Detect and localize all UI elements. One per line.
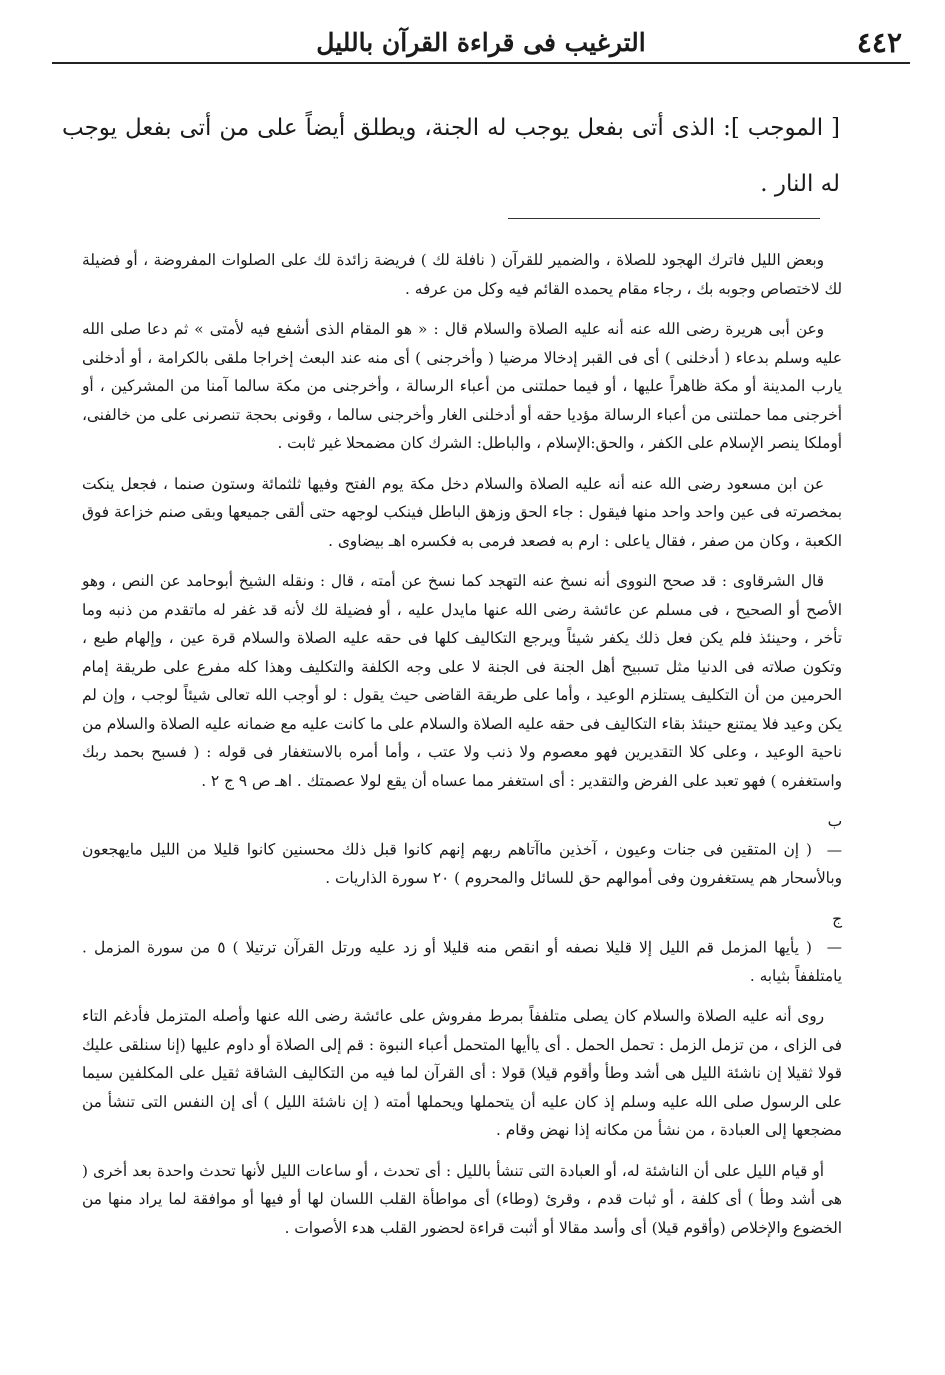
footnote-text: قال الشرقاوى : قد صحح النووى أنه نسخ عنه التهجد كما نسخ عن أمته ، قال : ونقله الشيخ أبوحامد عن النص ، وهو الأصح أو الصحيح ، فى مسلم عن عائشة رضى الله عنها مايدل عليه ، أو فضيلة لك لأنه قد غفر له ماتقدم من ذنبه وما تأخر ، وحينئذ فلم يكن فعل ذلك يكفر شيئاً ويرجع التكاليف كلها فى حقه عليه الصلاة والسلام قرة عين ، وإلهام طبع ، وتكون صلاته فى الدنيا مثل تسبيح أهل الجنة فى الجنة لا على وجه الكلفة والتكليف وهذا كله مفرع على طريقة إمام الحرمين من أن التكليف يستلزم الوعيد ، وأما على طريقة القاضى حيث يقول : لو أوجب الله تعالى شيئاً لوجب ، وإن لم يكن وعيد فلا يمتنع حينئذ بقاء التكاليف فى حقه عليه الصلاة والسلام على ما كانت عليه مع ضمانه عليه الصلاة والسلام من ناحية الوعيد ، وعلى كلا التقديرين فهو معصوم ولا ذنب ولا عتب ، وأما أمره بالاستغفار فى قوله : ( فسبح بحمد ربك واستغفره ) فهو تعبد على الفرض والتقدير : أى استغفر مما عساه أن يقع لولا عصمتك . اهـ ص ٩ ج ٢ . [82, 572, 842, 790]
footnote-text: ( يأيها المزمل قم الليل إلا قليلا نصفه أو انقص منه قليلا أو زد عليه ورتل القرآن ترتيلا ) ٥ من سورة المزمل . يامتلففاً بثيابه . [82, 938, 842, 985]
footnote-paragraph [82, 567, 842, 795]
page-header [52, 24, 910, 64]
footnote-paragraph [82, 246, 842, 303]
footnotes [82, 246, 842, 1254]
running-title: الترغيب فى قراءة القرآن بالليل [316, 28, 646, 57]
footnote-text: عن ابن مسعود رضى الله عنه أنه عليه الصلاة والسلام دخل مكة يوم الفتح وفيها ثلثمائة وستون صنما ، فجعل ينكت بمخصرته فى عين واحد واحد منها فيقول : جاء الحق وزهق الباطل فينكب لوجهه حتى ألقى جميعها وبقى صنم خزاعة فوق الكعبة ، وكان من صفر ، فقال ياعلى : ارم به فصعد فرمى به فكسره اهـ بيضاوى . [82, 474, 842, 550]
footnote-paragraph [82, 315, 842, 458]
footnote-text: وعن أبى هريرة رضى الله عنه أنه عليه الصلاة والسلام قال : « هو المقام الذى أشفع فيه لأمتى » ثم دعا صلى الله عليه وسلم بدعاء ( أدخلنى ) أى فى القبر إدخالا مرضيا ( وأخرجنى ) أى منه عند البعث إخراجا ملقى بالكرامة ، أو أدخلنى يارب المدينة أو مكة ظاهراً عليها ، أو فيما حملتنى من أعباء الرسالة ، وأخرجنى من مكة سالما آمنا من المشركين ، أو أخرجنى مما حملتنى من أعباء الرسالة مؤديا حقه أو أدخلنى الغار وأخرجنى سالما ، وقونى بحجة تنصرنى على من خالفنى، أوملكا ينصر الإسلام على الكفر ، والحق:الإسلام ، والباطل: الشرك كان مضمحلا غير ثابت . [82, 320, 842, 452]
header-rule [52, 62, 910, 64]
footnote-marker: ج — [826, 909, 842, 956]
footnote-text: وبعض الليل فاترك الهجود للصلاة ، والضمير للقرآن ( نافلة لك ) فريضة زائدة لك على الصلوات المفروضة ، أو فضيلة لك لاختصاص وجوبه بك ، رجاء مقام يحمده القائم فيه وكل من عرفه . [82, 251, 842, 298]
footnote-paragraph [82, 470, 842, 556]
footnote-text: أو قيام الليل على أن الناشئة له، أو العبادة التى تنشأ بالليل : أى تحدث ، أو ساعات الليل لأنها تحدث واحدة بعد أخرى ( هى أشد وطأ ) أى كلفة ، أو ثبات قدم ، وقرئ (وطاء) أى مواطأة القلب اللسان لها أو فيها أو موافقة لما يراد منها من الخضوع والإخلاص (وأقوم قيلا) أى وأسد مقالا أو أثبت قراءة لحضور القلب هدء الأصوات . [82, 1161, 842, 1237]
footnote-paragraph [82, 1002, 842, 1145]
footnote-paragraph [82, 1157, 842, 1243]
footnote-text: روى أنه عليه الصلاة والسلام كان يصلى متلففاً بمرط مفروش على عائشة رضى الله عنها وأصله المتزمل فأدغم التاء فى الزاى ، من تزمل الزمل : تحمل الحمل . أى ياأيها المتحمل أعباء النبوة : قم إلى الصلاة أو داوم عليها (إنا سنلقى عليك قولا ثقيلا إن ناشئة الليل هى أشد وطأ وأقوم قيلا) قولا : أى القرآن لما فيه من التكاليف الشاقة ثقيل على المكلفين سيما على الرسول صلى الله عليه وسلم إذ كان عليه أن يتحملها ويحملها أمته ( إن ناشئة الليل ) أى إن النفس التى تنشأ من مضجعها إلى العبادة ، من نشأ من مكانه إذا نهض وقام . [82, 1007, 842, 1139]
footnote-text: ( إن المتقين فى جنات وعيون ، آخذين ماآتاهم ربهم إنهم كانوا قبل ذلك محسنين كانوا قليلا من الليل مايهجعون وبالأسحار هم يستغفرون وفى أموالهم حق للسائل والمحروم ) ٢٠ سورة الذاريات . [82, 840, 842, 887]
page-number: ٤٤٢ [856, 26, 902, 59]
footnote-marker: ب — [826, 812, 842, 859]
footnote-paragraph-b [82, 807, 842, 893]
footnote-separator [508, 218, 820, 219]
footnote-paragraph-j [82, 905, 842, 991]
main-paragraph: [ الموجب ]: الذى أتى بفعل يوجب له الجنة، ويطلق أيضاً على من أتى بفعل يوجب له النار . [62, 115, 840, 197]
